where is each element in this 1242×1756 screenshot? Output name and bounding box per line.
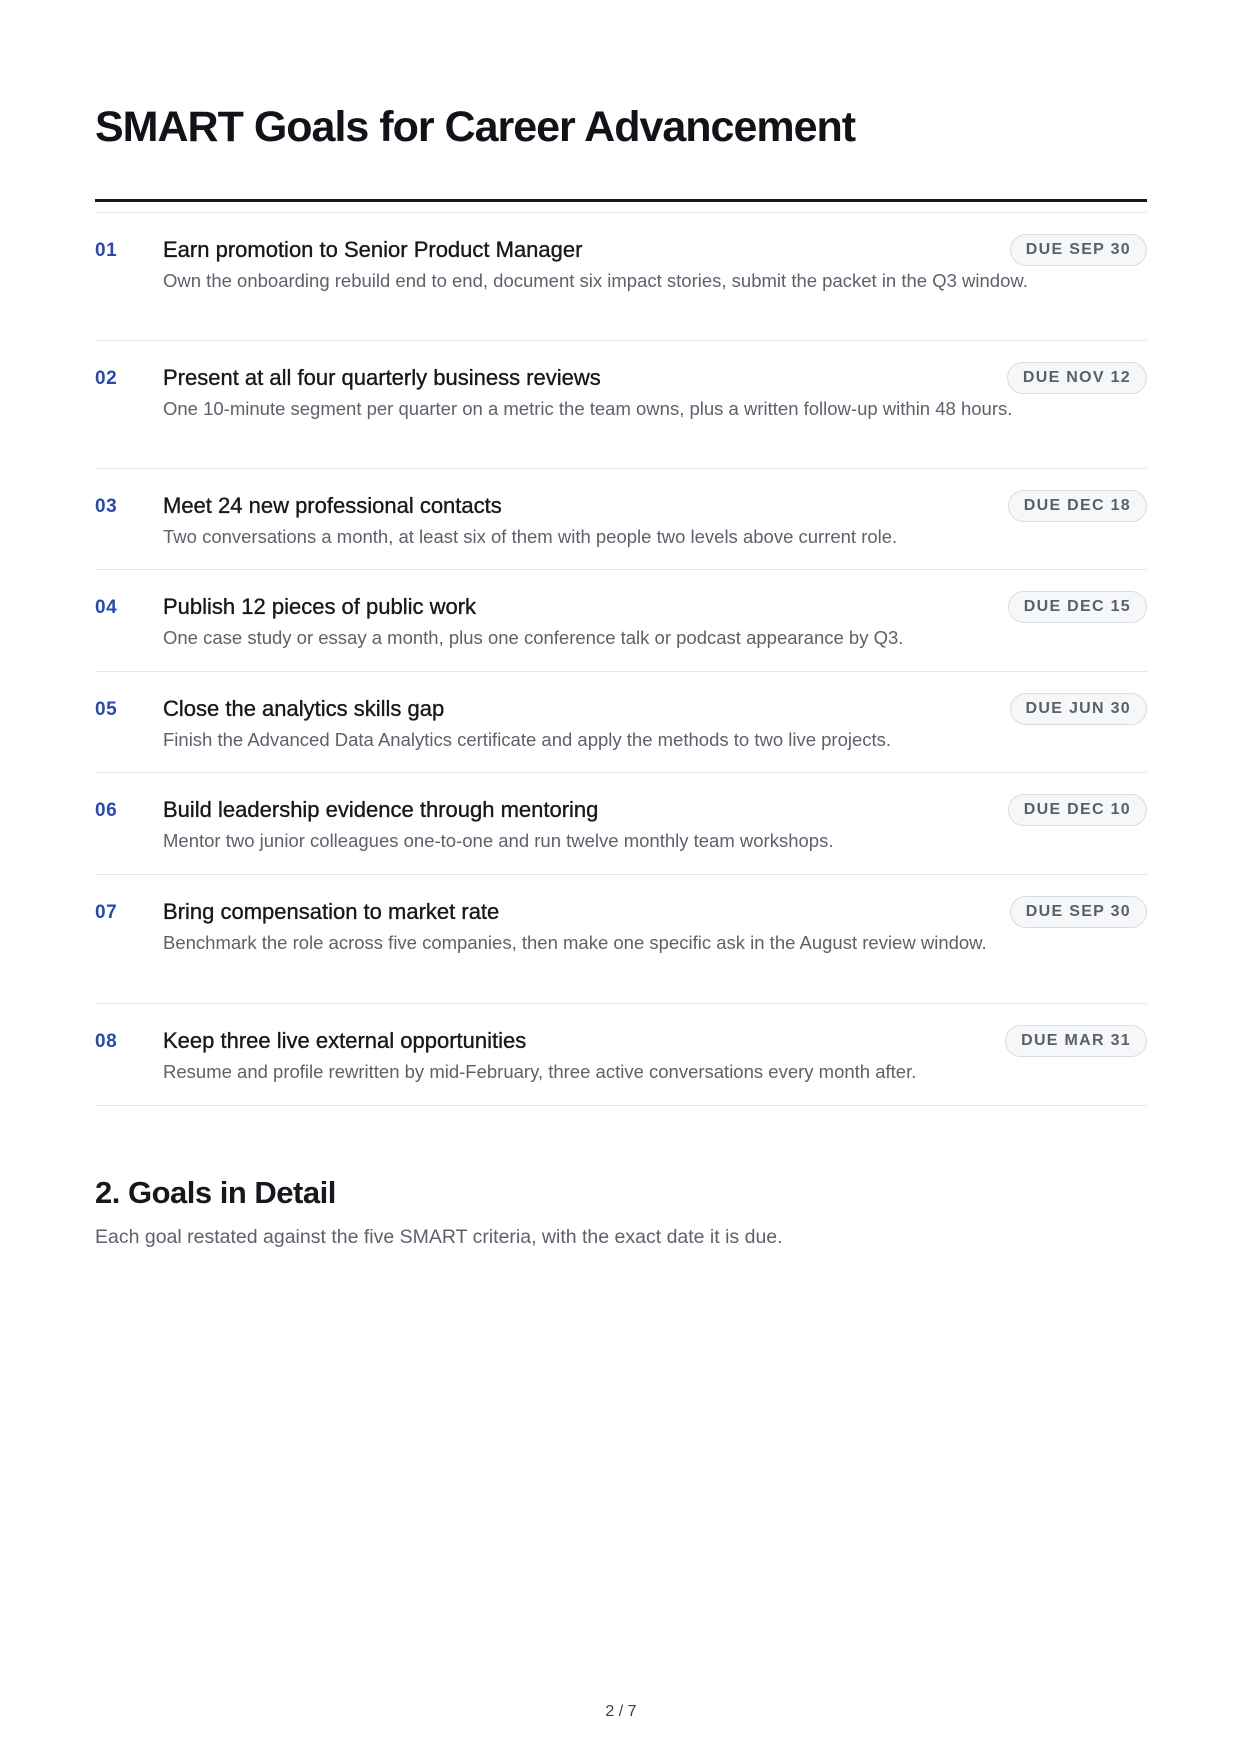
goal-number: 01 — [95, 240, 118, 261]
goal-description: One case study or essay a month, plus one conference talk or podcast appearance by Q3. — [163, 627, 904, 648]
goal-description: Benchmark the role across five companies, then make one specific ask in the August review window. — [163, 932, 987, 953]
goal-content — [163, 492, 1093, 550]
goal-title: Earn promotion to Senior Product Manager — [163, 237, 583, 262]
goal-number: 03 — [95, 496, 118, 517]
goal-number: 02 — [95, 368, 118, 389]
goal-number: 05 — [95, 699, 118, 720]
goal-row — [95, 773, 1147, 875]
goal-content — [163, 796, 1093, 854]
goal-title: Meet 24 new professional contacts — [163, 493, 502, 518]
goal-description: Two conversations a month, at least six of them with people two levels above current role. — [163, 526, 898, 547]
goal-number: 08 — [95, 1031, 118, 1052]
goal-content — [163, 1027, 1093, 1085]
goal-description: Mentor two junior colleagues one-to-one and run twelve monthly team workshops. — [163, 830, 834, 851]
due-date-badge: DUE DEC 10 — [1008, 794, 1147, 826]
goal-title: Present at all four quarterly business reviews — [163, 365, 601, 390]
goal-title: Build leadership evidence through mentoring — [163, 797, 599, 822]
due-date-badge: DUE JUN 30 — [1010, 693, 1147, 725]
goal-number: 06 — [95, 800, 118, 821]
goal-row — [95, 1004, 1147, 1105]
goal-number: 07 — [95, 902, 118, 923]
goal-number: 04 — [95, 597, 118, 618]
due-date-badge: DUE SEP 30 — [1010, 896, 1147, 928]
page-title: SMART Goals for Career Advancement — [95, 103, 856, 151]
goal-title: Publish 12 pieces of public work — [163, 594, 477, 619]
due-date-badge: DUE SEP 30 — [1010, 234, 1147, 266]
goal-title: Bring compensation to market rate — [163, 899, 500, 924]
section-intro: Each goal restated against the five SMART criteria, with the exact date it is due. — [95, 1226, 783, 1248]
goal-row — [95, 672, 1147, 773]
goal-title: Close the analytics skills gap — [163, 696, 445, 721]
due-date-badge: DUE MAR 31 — [1005, 1025, 1147, 1057]
goal-description: One 10-minute segment per quarter on a metric the team owns, plus a written follow-up within 48 hours. — [163, 398, 1013, 419]
goal-content — [163, 593, 1093, 651]
goal-row — [95, 570, 1147, 672]
goal-row — [95, 213, 1147, 341]
goal-description: Finish the Advanced Data Analytics certificate and apply the methods to two live projects. — [163, 729, 892, 750]
goal-description: Own the onboarding rebuild end to end, document six impact stories, submit the packet in the Q3 window. — [163, 270, 1028, 291]
due-date-badge: DUE DEC 15 — [1008, 591, 1147, 623]
due-date-badge: DUE NOV 12 — [1007, 362, 1147, 394]
goal-row — [95, 875, 1147, 1004]
goal-title: Keep three live external opportunities — [163, 1028, 527, 1053]
goal-row — [95, 341, 1147, 469]
goal-content — [163, 898, 1093, 956]
goal-content — [163, 364, 1093, 422]
goal-content — [163, 236, 1093, 294]
goal-content — [163, 695, 1093, 753]
page-number: 2 / 7 — [605, 1703, 637, 1720]
section-heading: 2. Goals in Detail — [95, 1175, 336, 1210]
goal-description: Resume and profile rewritten by mid-February, three active conversations every month after. — [163, 1061, 917, 1082]
goal-row — [95, 469, 1147, 570]
due-date-badge: DUE DEC 18 — [1008, 490, 1147, 522]
title-divider — [95, 199, 1147, 202]
goals-list — [95, 212, 1147, 1106]
